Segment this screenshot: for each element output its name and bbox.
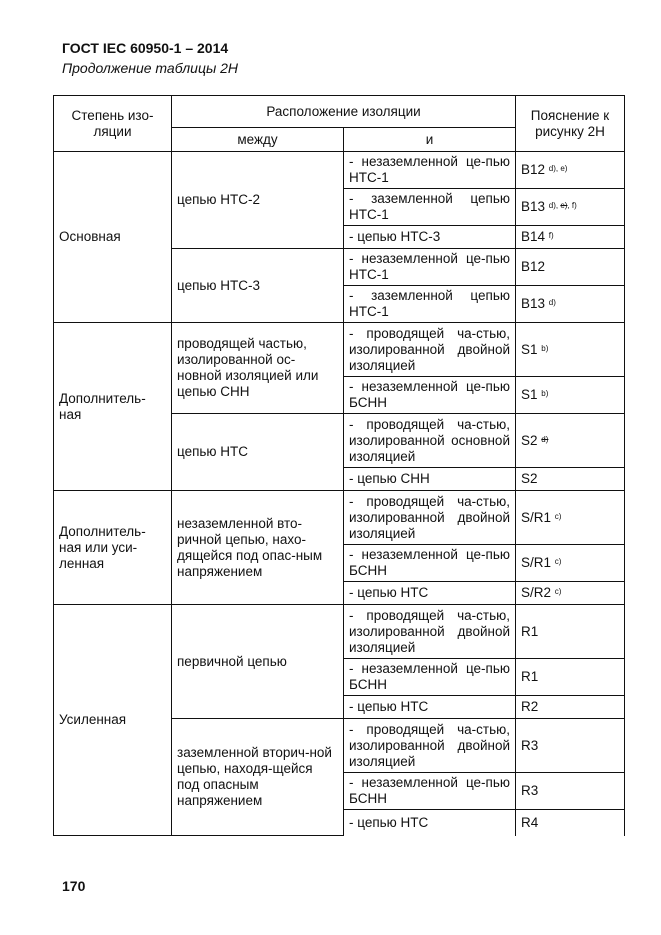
and-cell: - цепью НТС-3 <box>344 226 516 249</box>
and-cell: - проводящей ча-стью, изолированной двойной изоляцией <box>344 605 516 659</box>
column-header-degree: Степень изо-ляции <box>54 96 172 152</box>
and-cell: - незаземленной це-пью НТС-1 <box>344 249 516 286</box>
and-cell: - заземленной цепью НТС-1 <box>344 286 516 323</box>
note-cell: B13 $^{d)}$ <box>516 286 625 323</box>
and-cell: - цепью НТС <box>344 582 516 605</box>
column-header-between: между <box>172 128 344 152</box>
and-cell: - проводящей ча-стью, изолированной двойной изоляцией <box>344 491 516 545</box>
between-cell: цепью НТС <box>172 414 344 491</box>
page-number: 170 <box>62 878 86 894</box>
and-cell: - цепью СНН <box>344 468 516 491</box>
and-cell: - заземленной цепью НТС-1 <box>344 189 516 226</box>
and-cell: - незаземленной це-пью БСНН <box>344 773 516 810</box>
and-cell: - незаземленной це-пью БСНН <box>344 377 516 414</box>
note-cell: R1 <box>516 659 625 696</box>
note-cell: S2 $^{d)}$ <box>516 414 625 468</box>
note-cell: R3 <box>516 773 625 810</box>
note-cell: B12 $^{d), e)}$ <box>516 152 625 189</box>
group-label-supplementary-or-reinforced: Дополнитель-ная или уси-ленная <box>54 491 172 605</box>
struck-footnote: e) <box>560 201 568 210</box>
document-title: ГОСТ IEC 60950-1 – 2014 <box>62 40 229 56</box>
column-header-and: и <box>344 128 516 152</box>
column-header-note: Пояснение к рисунку 2Н <box>516 96 625 152</box>
note-cell: R4 <box>516 810 625 836</box>
table-continuation-caption: Продолжение таблицы 2Н <box>62 60 239 76</box>
note-cell: S1 $^{b)}$ <box>516 377 625 414</box>
between-cell: незаземленной вто-ричной цепью, нахо-дящейся под опас-ным напряжением <box>172 491 344 605</box>
note-cell: B14 $^{f)}$ <box>516 226 625 249</box>
and-cell: - проводящей ча-стью, изолированной основной изоляцией <box>344 414 516 468</box>
and-cell: - цепью НТС <box>344 696 516 719</box>
and-cell: - незаземленной це-пью БСНН <box>344 659 516 696</box>
note-cell: R3 <box>516 719 625 773</box>
between-cell: цепью НТС-2 <box>172 152 344 249</box>
column-header-location: Расположение изоляции <box>172 96 516 128</box>
between-cell: первичной цепью <box>172 605 344 719</box>
group-label-basic: Основная <box>54 152 172 323</box>
group-label-reinforced: Усиленная <box>54 605 172 836</box>
note-cell: S/R1 $^{c)}$ <box>516 491 625 545</box>
between-cell: цепью НТС-3 <box>172 249 344 323</box>
note-cell: R1 <box>516 605 625 659</box>
note-cell: S/R2 $^{c)}$ <box>516 582 625 605</box>
and-cell: - проводящей ча-стью, изолированной двойной изоляцией <box>344 719 516 773</box>
note-cell: B13 $^{d), e), f)}$ <box>516 189 625 226</box>
and-cell: - незаземленной це-пью БСНН <box>344 545 516 582</box>
note-cell: S2 <box>516 468 625 491</box>
and-cell: - проводящей ча-стью, изолированной двойной изоляцией <box>344 323 516 377</box>
note-cell: R2 <box>516 696 625 719</box>
note-cell: S/R1 $^{c)}$ <box>516 545 625 582</box>
insulation-table <box>53 95 625 836</box>
group-label-supplementary: Дополнитель-ная <box>54 323 172 491</box>
between-cell: заземленной вторич-ной цепью, находя-щейся под опасным напряжением <box>172 719 344 836</box>
between-cell: проводящей частью, изолированной ос-новной изоляцией или цепью СНН <box>172 323 344 414</box>
note-cell: S1 $^{b)}$ <box>516 323 625 377</box>
and-cell: - незаземленной це-пью НТС-1 <box>344 152 516 189</box>
note-cell: B12 <box>516 249 625 286</box>
and-cell: - цепью НТС <box>344 810 516 836</box>
